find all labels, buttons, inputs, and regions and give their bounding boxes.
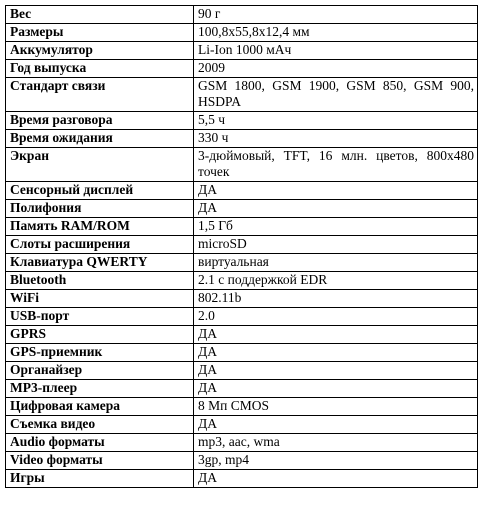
table-row	[6, 24, 478, 42]
table-row	[6, 326, 478, 344]
table-row	[6, 308, 478, 326]
table-row	[6, 42, 478, 60]
spec-value: 2.1 с поддержкой EDR	[194, 272, 478, 290]
spec-value: ДА	[194, 470, 478, 488]
spec-name: Цифровая камера	[6, 398, 194, 416]
spec-name: Стандарт связи	[6, 78, 194, 112]
spec-name: Сенсорный дисплей	[6, 182, 194, 200]
spec-name: Время разговора	[6, 112, 194, 130]
spec-value: 1,5 Гб	[194, 218, 478, 236]
spec-value: GSM 1800, GSM 1900, GSM 850, GSM 900, HSDPA	[194, 78, 478, 112]
spec-name: Экран	[6, 148, 194, 182]
table-row	[6, 362, 478, 380]
table-row	[6, 130, 478, 148]
spec-name: Клавиатура QWERTY	[6, 254, 194, 272]
table-row	[6, 380, 478, 398]
spec-name: GPS-приемник	[6, 344, 194, 362]
spec-name: Полифония	[6, 200, 194, 218]
spec-value: 5,5 ч	[194, 112, 478, 130]
table-row	[6, 78, 478, 112]
spec-name: WiFi	[6, 290, 194, 308]
spec-value: Li-Ion 1000 мАч	[194, 42, 478, 60]
spec-name: Аккумулятор	[6, 42, 194, 60]
spec-name: GPRS	[6, 326, 194, 344]
spec-value: 100,8x55,8x12,4 мм	[194, 24, 478, 42]
spec-value: 330 ч	[194, 130, 478, 148]
spec-name: Bluetooth	[6, 272, 194, 290]
table-row	[6, 344, 478, 362]
spec-name: Video форматы	[6, 452, 194, 470]
table-row	[6, 254, 478, 272]
table-row	[6, 112, 478, 130]
spec-value: ДА	[194, 326, 478, 344]
table-row	[6, 236, 478, 254]
table-row	[6, 416, 478, 434]
spec-name: Слоты расширения	[6, 236, 194, 254]
table-row	[6, 398, 478, 416]
spec-name: Игры	[6, 470, 194, 488]
spec-value: ДА	[194, 416, 478, 434]
spec-name: USB-порт	[6, 308, 194, 326]
specifications-table	[5, 5, 478, 488]
table-row	[6, 148, 478, 182]
table-row	[6, 272, 478, 290]
spec-name: Вес	[6, 6, 194, 24]
spec-value: ДА	[194, 344, 478, 362]
table-row	[6, 182, 478, 200]
spec-value: mp3, aac, wma	[194, 434, 478, 452]
table-row	[6, 6, 478, 24]
table-row	[6, 452, 478, 470]
spec-name: Audio форматы	[6, 434, 194, 452]
table-row	[6, 60, 478, 78]
spec-value: ДА	[194, 182, 478, 200]
table-row	[6, 290, 478, 308]
spec-value: 3gp, mp4	[194, 452, 478, 470]
spec-name: Органайзер	[6, 362, 194, 380]
spec-name: Время ожидания	[6, 130, 194, 148]
spec-value: ДА	[194, 200, 478, 218]
spec-name: Год выпуска	[6, 60, 194, 78]
spec-name: MP3-плеер	[6, 380, 194, 398]
table-row	[6, 200, 478, 218]
table-row	[6, 470, 478, 488]
spec-name: Съемка видео	[6, 416, 194, 434]
spec-value: 8 Мп CMOS	[194, 398, 478, 416]
spec-value: 802.11b	[194, 290, 478, 308]
spec-value: microSD	[194, 236, 478, 254]
spec-value: 3-дюймовый, TFT, 16 млн. цветов, 800x480 точек	[194, 148, 478, 182]
spec-value: виртуальная	[194, 254, 478, 272]
spec-name: Память RAM/ROM	[6, 218, 194, 236]
table-row	[6, 218, 478, 236]
spec-name: Размеры	[6, 24, 194, 42]
spec-value: ДА	[194, 380, 478, 398]
spec-value: 2009	[194, 60, 478, 78]
table-row	[6, 434, 478, 452]
spec-value: 90 г	[194, 6, 478, 24]
spec-value: 2.0	[194, 308, 478, 326]
spec-value: ДА	[194, 362, 478, 380]
